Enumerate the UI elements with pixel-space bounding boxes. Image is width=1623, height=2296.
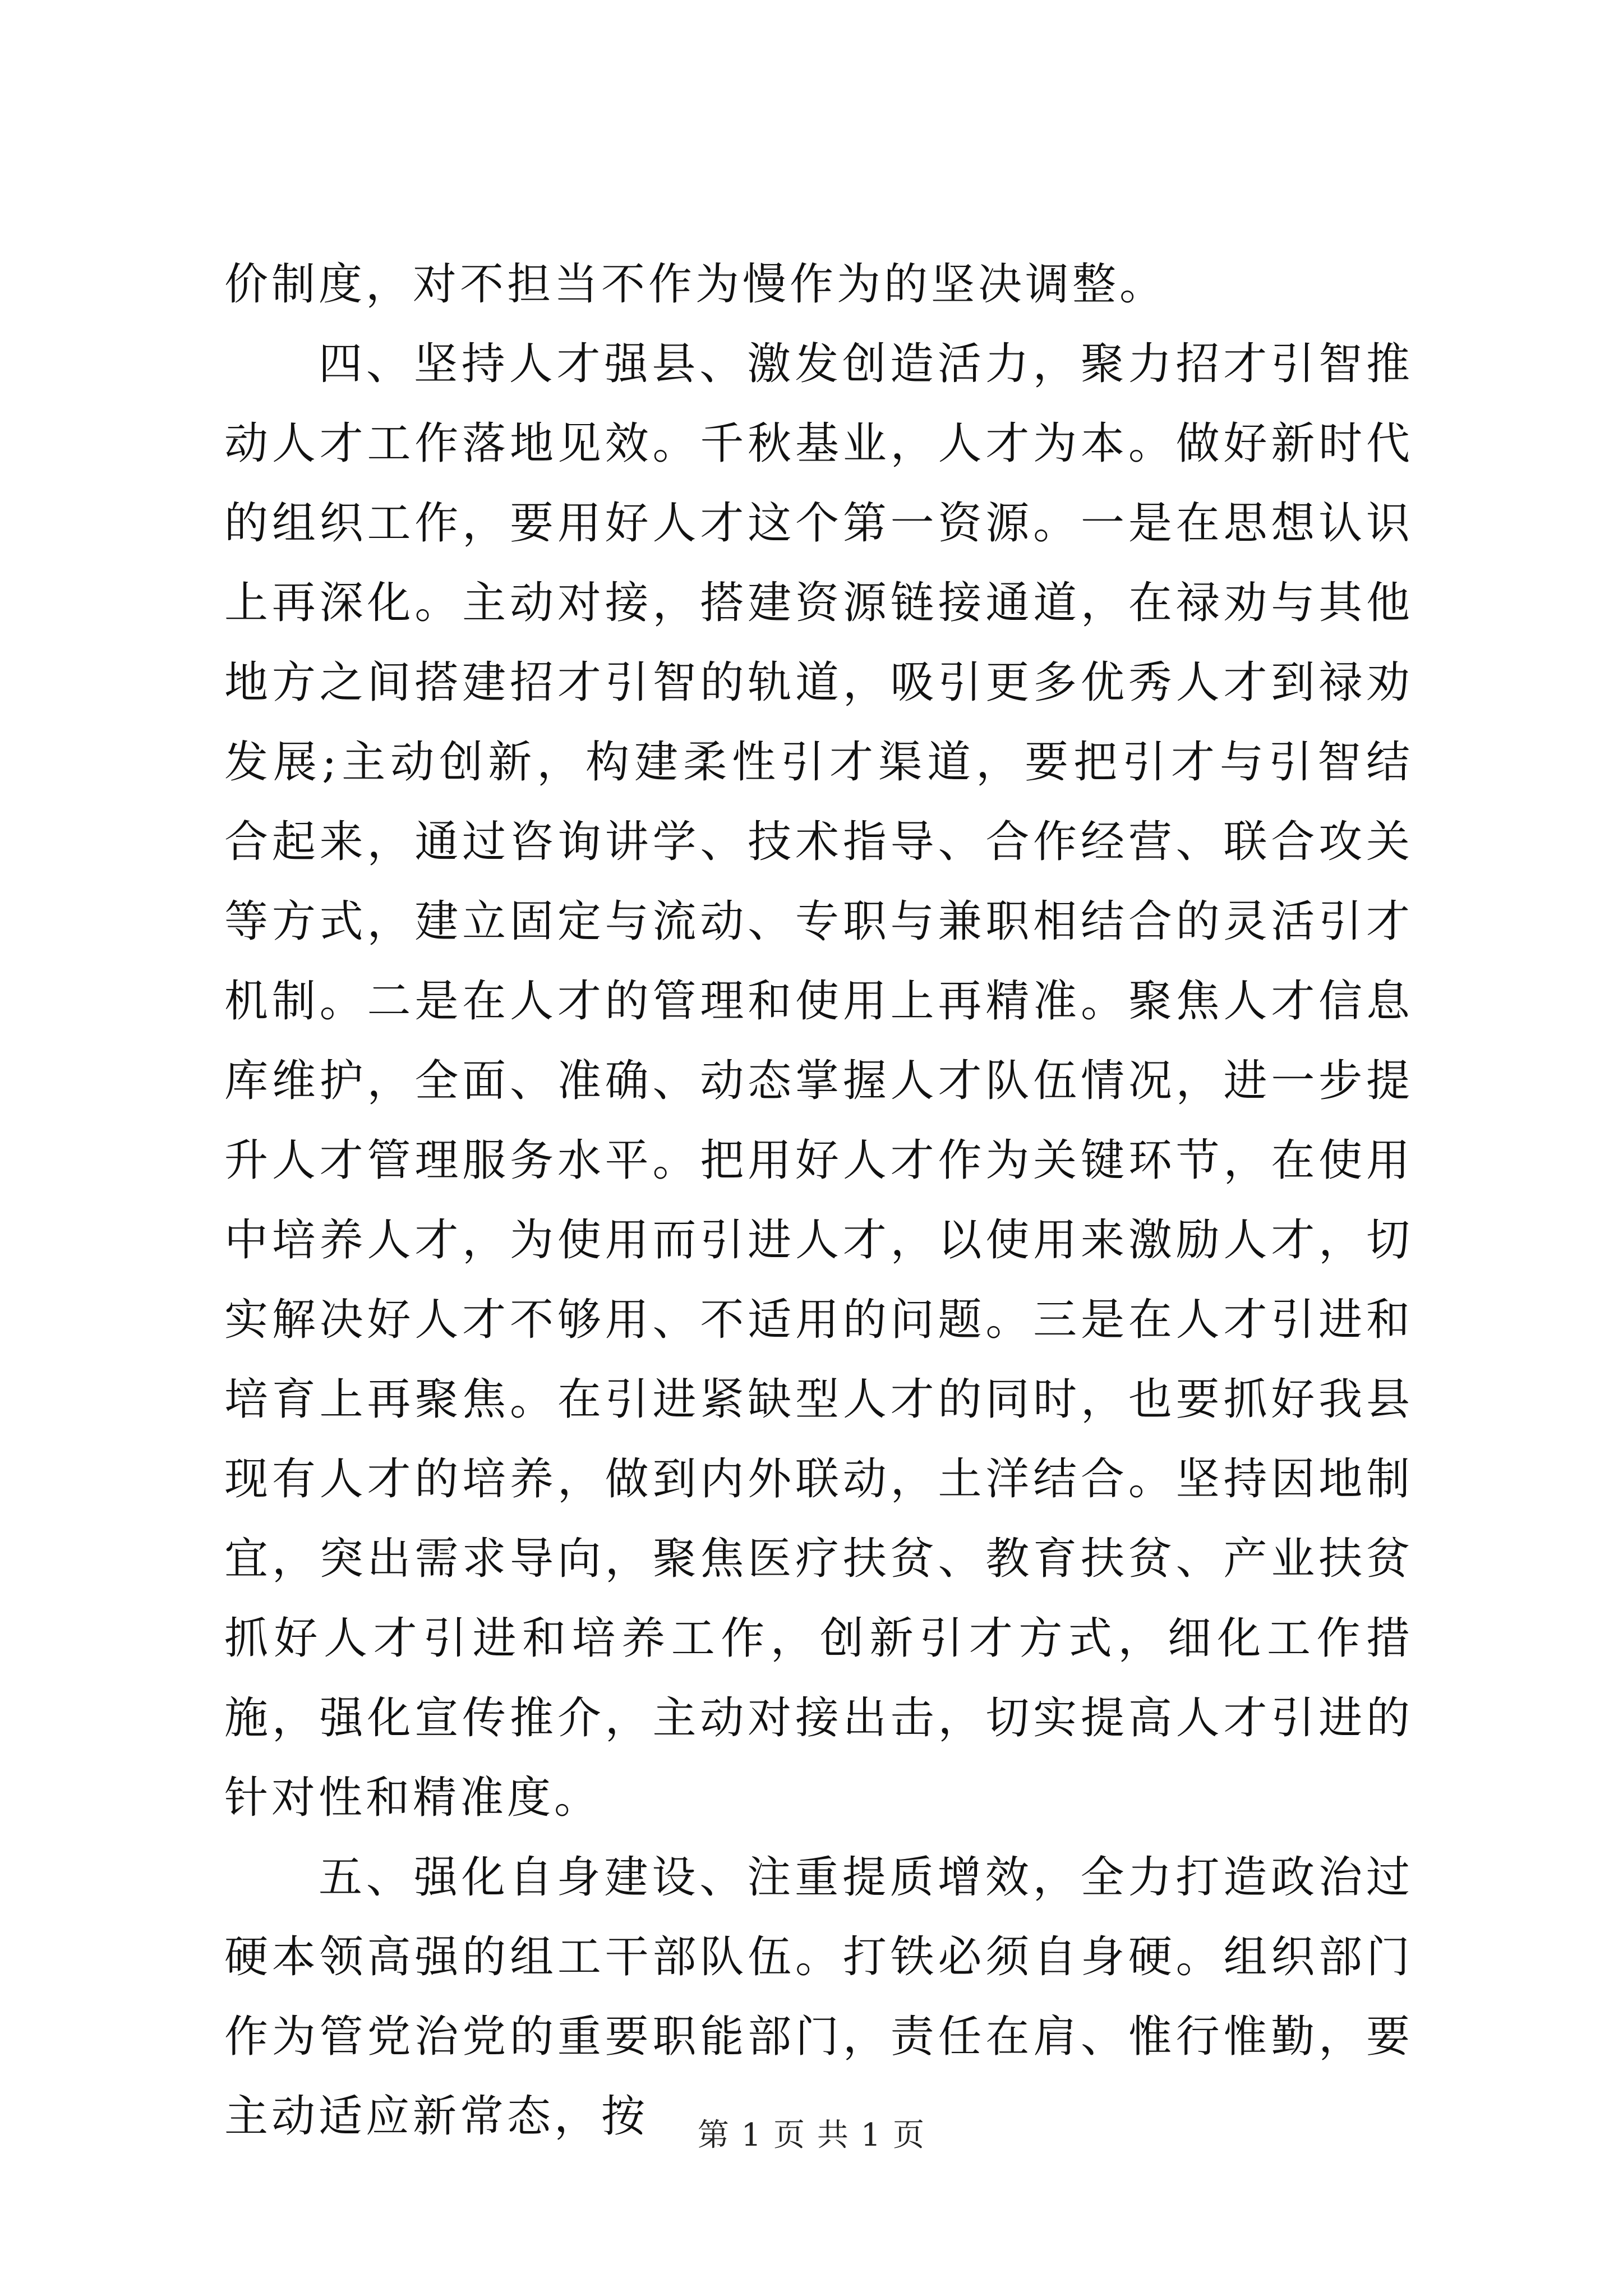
- paragraph-2: 四、坚持人才强县、激发创造活力，聚力招才引智推动人才工作落地见效。千秋基业，人才为本。做好新时代的组织工作，要用好人才这个第一资源。一是在思想认识上再深化。主动对接，搭建资源链接通道，在禄劝与其他地方之间搭建招才引智的轨道，吸引更多优秀人才到禄劝发展;主动创新，构建柔性引才渠道，要把引才与引智结合起来，通过咨询讲学、技术指导、合作经营、联合攻关等方式，建立固定与流动、专职与兼职相结合的灵活引才机制。二是在人才的管理和使用上再精准。聚焦人才信息库维护，全面、准确、动态掌握人才队伍情况，进一步提升人才管理服务水平。把用好人才作为关键环节，在使用中培养人才，为使用而引进人才，以使用来激励人才，切实解决好人才不够用、不适用的问题。三是在人才引进和培育上再聚焦。在引进紧缺型人才的同时，也要抓好我县现有人才的培养，做到内外联动，土洋结合。坚持因地制宜，突出需求导向，聚焦医疗扶贫、教育扶贫、产业扶贫抓好人才引进和培养工作，创新引才方式，细化工作措施，强化宣传推介，主动对接出击，切实提高人才引进的针对性和精准度。: [224, 339, 1413, 1823]
- document-body: [224, 245, 1413, 2156]
- paragraph-1: 价制度，对不担当不作为慢作为的坚决调整。: [224, 259, 1167, 310]
- paragraph-3: 五、强化自身建设、注重提质增效，全力打造政治过硬本领高强的组工干部队伍。打铁必须自身硬。组织部门作为管党治党的重要职能部门，责任在肩、惟行惟勤，要主动适应新常态，按: [224, 1852, 1413, 2142]
- page-footer: 第 1 页 共 1 页: [697, 2117, 926, 2154]
